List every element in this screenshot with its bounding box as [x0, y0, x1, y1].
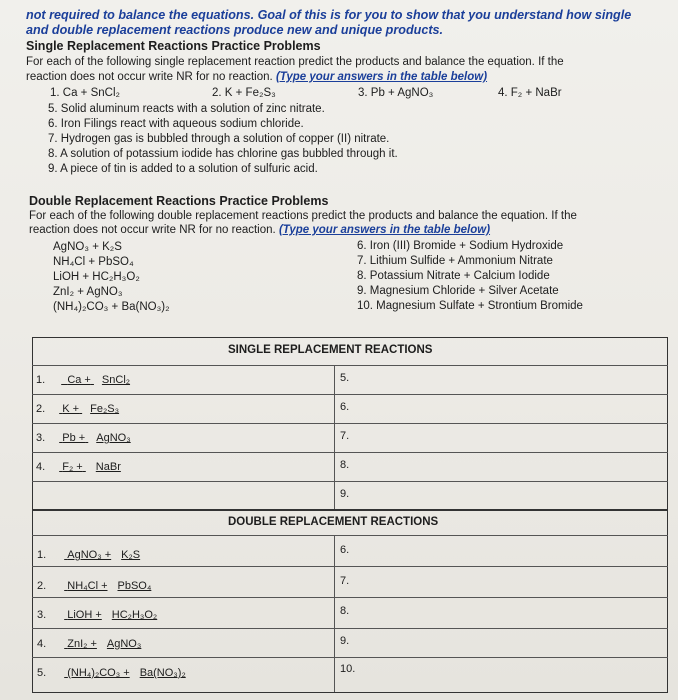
single-problem-8: 8. A solution of potassium iodide has chlorine gas bubbled through it. [48, 148, 398, 160]
single-answer-cell-3[interactable]: 3. Pb + AgNO₃ [36, 432, 131, 444]
double-left-3: LiOH + HC₂H₃O₂ [53, 271, 140, 283]
single-answer-cell-5[interactable]: 5. [340, 372, 350, 384]
double-table-title: DOUBLE REPLACEMENT REACTIONS [228, 516, 439, 528]
double-answer-cell-4[interactable]: 4. ZnI₂ + AgNO₃ [37, 638, 142, 650]
double-answer-cell-8[interactable]: 8. [340, 605, 350, 617]
double-right-8: 8. Potassium Nitrate + Calcium Iodide [357, 270, 550, 282]
double-left-2: NH₄Cl + PbSO₄ [53, 256, 134, 268]
table-divider [32, 597, 668, 598]
double-left-1: AgNO₃ + K₂S [53, 241, 122, 253]
double-left-4: ZnI₂ + AgNO₃ [53, 286, 123, 298]
single-answer-cell-8[interactable]: 8. [340, 459, 350, 471]
intro-line-2: and double replacement reactions produce new and unique products. [26, 23, 444, 37]
single-heading: Single Replacement Reactions Practice Problems [26, 39, 321, 53]
double-right-6: 6. Iron (III) Bromide + Sodium Hydroxide [357, 240, 564, 252]
single-problem-4: 4. F₂ + NaBr [498, 87, 562, 99]
type-answers-note: (Type your answers in the table below) [275, 71, 488, 83]
single-problem-3: 3. Pb + AgNO₃ [358, 87, 434, 99]
double-answer-cell-9[interactable]: 9. [340, 635, 350, 647]
table-divider [334, 481, 668, 482]
table-divider [32, 657, 668, 658]
double-heading: Double Replacement Reactions Practice Problems [29, 194, 329, 208]
double-left-5: (NH₄)₂CO₃ + Ba(NO₃)₂ [53, 301, 170, 313]
single-answer-cell-4[interactable]: 4. F₂ + NaBr [36, 461, 121, 473]
single-problem-6: 6. Iron Filings react with aqueous sodium chloride. [48, 118, 304, 130]
single-problem-1: 1. Ca + SnCl₂ [50, 87, 120, 99]
double-answer-cell-1[interactable]: 1. AgNO₃ + K₂S [37, 549, 141, 561]
table-divider [334, 535, 335, 692]
double-answer-cell-5[interactable]: 5. (NH₄)₂CO₃ + Ba(NO₃)₂ [37, 667, 186, 679]
single-problem-2: 2. K + Fe₂S₃ [212, 87, 276, 99]
single-replacement-table [32, 337, 668, 511]
single-answer-cell-7[interactable]: 7. [340, 430, 350, 442]
table-divider [32, 628, 668, 629]
double-instructions-2: reaction does not occur write NR for no reaction. (Type your answers in the table below) [29, 224, 491, 236]
double-instructions-1: For each of the following double replacement reactions predict the products and balance the equation. If the [29, 210, 577, 222]
double-right-7: 7. Lithium Sulfide + Ammonium Nitrate [357, 255, 553, 267]
single-problem-5: 5. Solid aluminum reacts with a solution of zinc nitrate. [48, 103, 325, 115]
single-answer-cell-1[interactable]: 1. Ca + SnCl₂ [36, 374, 131, 386]
table-divider [32, 452, 668, 453]
double-answer-cell-7[interactable]: 7. [340, 575, 350, 587]
intro-line-1: not required to balance the equations. Goal of this is for you to show that you understand how single [26, 8, 632, 22]
table-divider [32, 423, 668, 424]
table-divider [334, 365, 335, 510]
single-instructions-1: For each of the following single replacement reaction predict the products and balance the equation. If the [26, 56, 564, 68]
single-problem-7: 7. Hydrogen gas is bubbled through a solution of copper (II) nitrate. [48, 133, 390, 145]
single-answer-cell-6[interactable]: 6. [340, 401, 350, 413]
table-divider [32, 394, 668, 395]
table-divider [32, 566, 668, 567]
double-answer-cell-6[interactable]: 6. [340, 544, 350, 556]
double-answer-cell-3[interactable]: 3. LiOH + HC₂H₃O₂ [37, 609, 158, 621]
double-right-10: 10. Magnesium Sulfate + Strontium Bromide [357, 300, 583, 312]
single-table-title: SINGLE REPLACEMENT REACTIONS [228, 344, 433, 356]
single-instructions-2: reaction does not occur write NR for no reaction. (Type your answers in the table below) [26, 71, 488, 83]
single-answer-cell-9[interactable]: 9. [340, 488, 350, 500]
table-divider [32, 535, 668, 536]
double-right-9: 9. Magnesium Chloride + Silver Acetate [357, 285, 559, 297]
double-answer-cell-2[interactable]: 2. NH₄Cl + PbSO₄ [37, 580, 152, 592]
single-problem-9: 9. A piece of tin is added to a solution of sulfuric acid. [48, 163, 318, 175]
type-answers-note-2: (Type your answers in the table below) [278, 224, 491, 236]
single-answer-cell-2[interactable]: 2. K + Fe₂S₃ [36, 403, 120, 415]
table-divider [32, 365, 668, 366]
double-answer-cell-10[interactable]: 10. [340, 663, 356, 675]
table-divider [32, 481, 334, 482]
